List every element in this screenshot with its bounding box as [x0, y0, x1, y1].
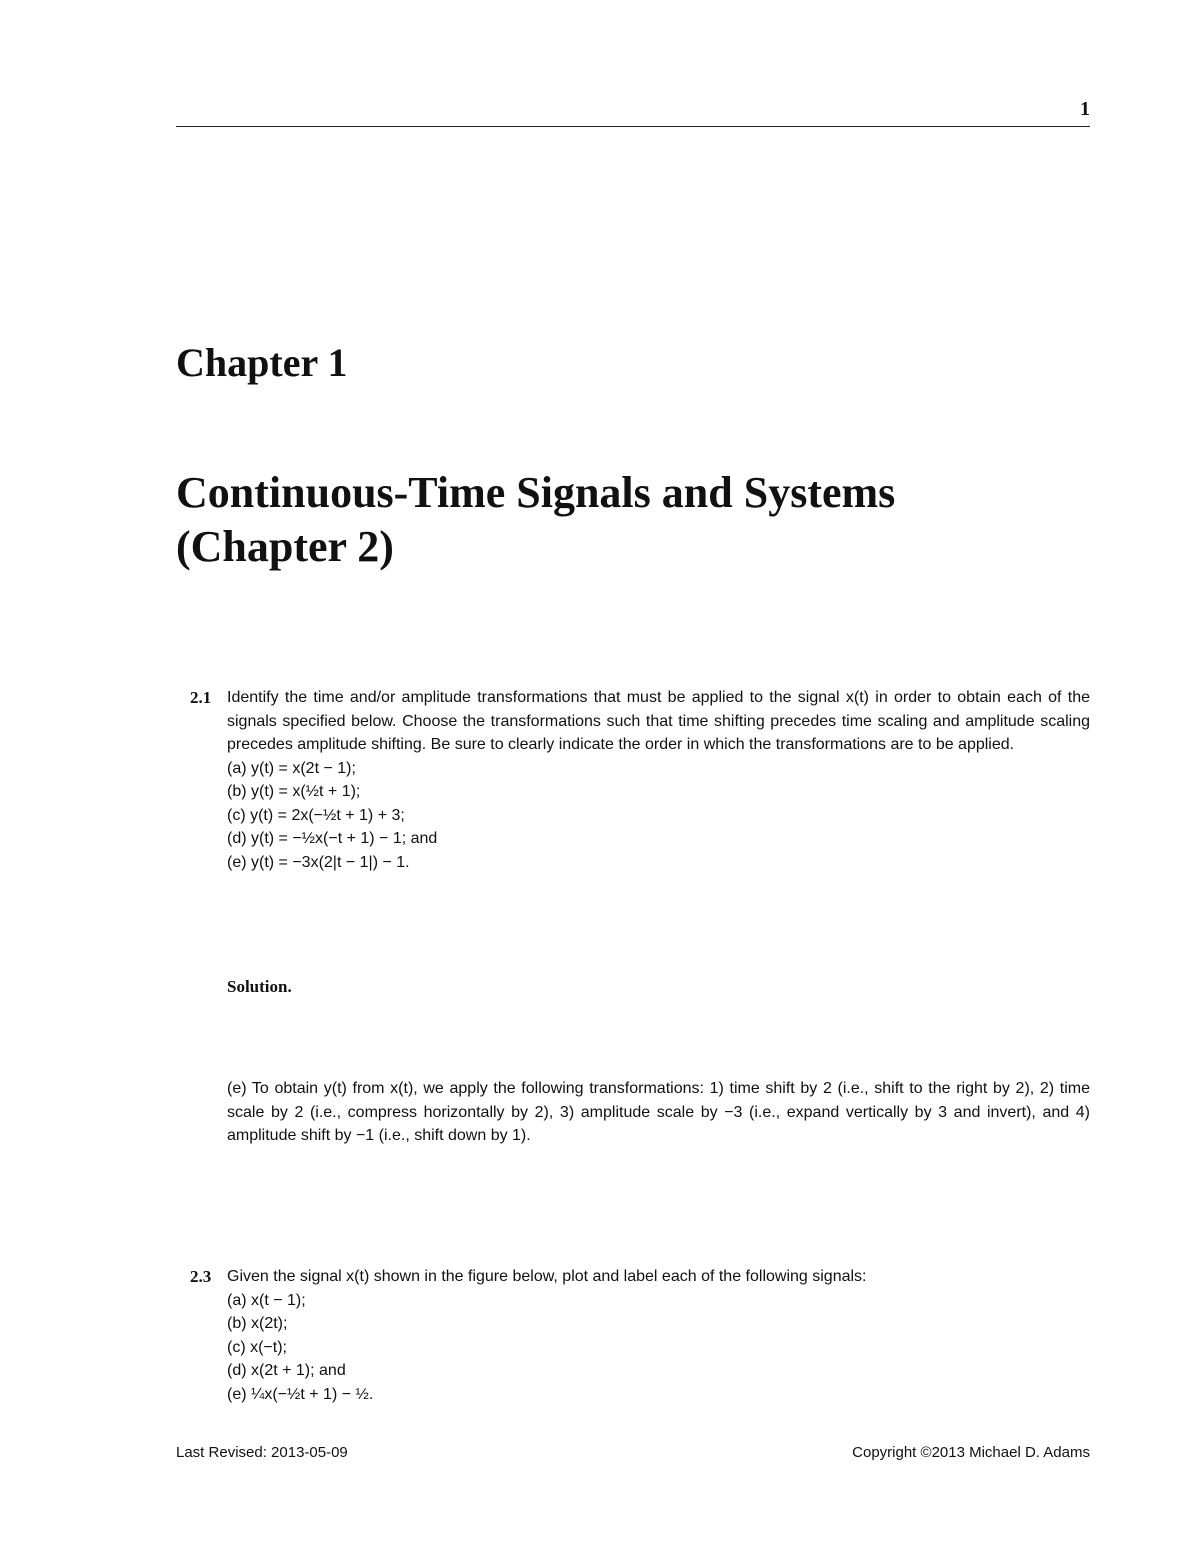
problem-text: Identify the time and/or amplitude transformations that must be applied to the signal x(t) in order to obtain each of the signals specified below. Choose the transformations such that time shifting precedes time scaling and amplitude scaling precedes amplitude shifting. Be sure to clearly indicate the order in which the transformations are to be applied.: [227, 689, 1090, 753]
problem-2-3: [176, 1265, 1090, 1406]
problem-part-d: (d) y(t) = −½x(−t + 1) − 1; and: [227, 830, 438, 847]
problem-text: Given the signal x(t) shown in the figure below, plot and label each of the following signals:: [227, 1268, 867, 1285]
solution-heading: Solution.: [227, 977, 292, 996]
solution-text: (e) To obtain y(t) from x(t), we apply the following transformations: 1) time shift by 2 (i.e., shift to the right by 2), 2) time scale by 2 (i.e., compress horizontally by 2), 3) amplitude scale by −3 (i.e., expand vertically by 3 and invert), and 4) amplitude shift by −1 (i.e., shift down by 1).: [227, 1080, 1090, 1144]
problem-part-c: (c) y(t) = 2x(−½t + 1) + 3;: [227, 806, 405, 824]
problem-parts: [227, 1289, 1090, 1407]
problem-part-d: (d) x(2t + 1); and: [227, 1362, 346, 1379]
page-number: 1: [1080, 98, 1090, 120]
problem-2-1: [176, 686, 1090, 874]
problem-number: 2.1: [190, 688, 212, 707]
problem-part-c: (c) x(−t);: [227, 1338, 287, 1356]
problem-part-a: (a) y(t) = x(2t − 1);: [227, 759, 356, 777]
footer-copyright: Copyright ©2013 Michael D. Adams: [852, 1444, 1090, 1461]
footer-last-revised: Last Revised: 2013-05-09: [176, 1444, 348, 1461]
chapter-label: Chapter 1: [176, 340, 348, 385]
problem-part-b: (b) y(t) = x(½t + 1);: [227, 783, 361, 800]
problem-part-e: (e) y(t) = −3x(2|t − 1|) − 1.: [227, 853, 410, 871]
header-rule: [176, 126, 1090, 127]
problem-part-b: (b) x(2t);: [227, 1315, 288, 1332]
chapter-title-line-1: Continuous-Time Signals and Systems: [176, 468, 896, 517]
problem-parts: [227, 757, 1090, 875]
problem-part-a: (a) x(t − 1);: [227, 1291, 306, 1309]
chapter-title: [176, 466, 1090, 574]
problem-number: 2.3: [190, 1267, 212, 1286]
problem-part-e: (e) ¼x(−½t + 1) − ½.: [227, 1385, 374, 1403]
chapter-title-line-2: (Chapter 2): [176, 522, 394, 571]
